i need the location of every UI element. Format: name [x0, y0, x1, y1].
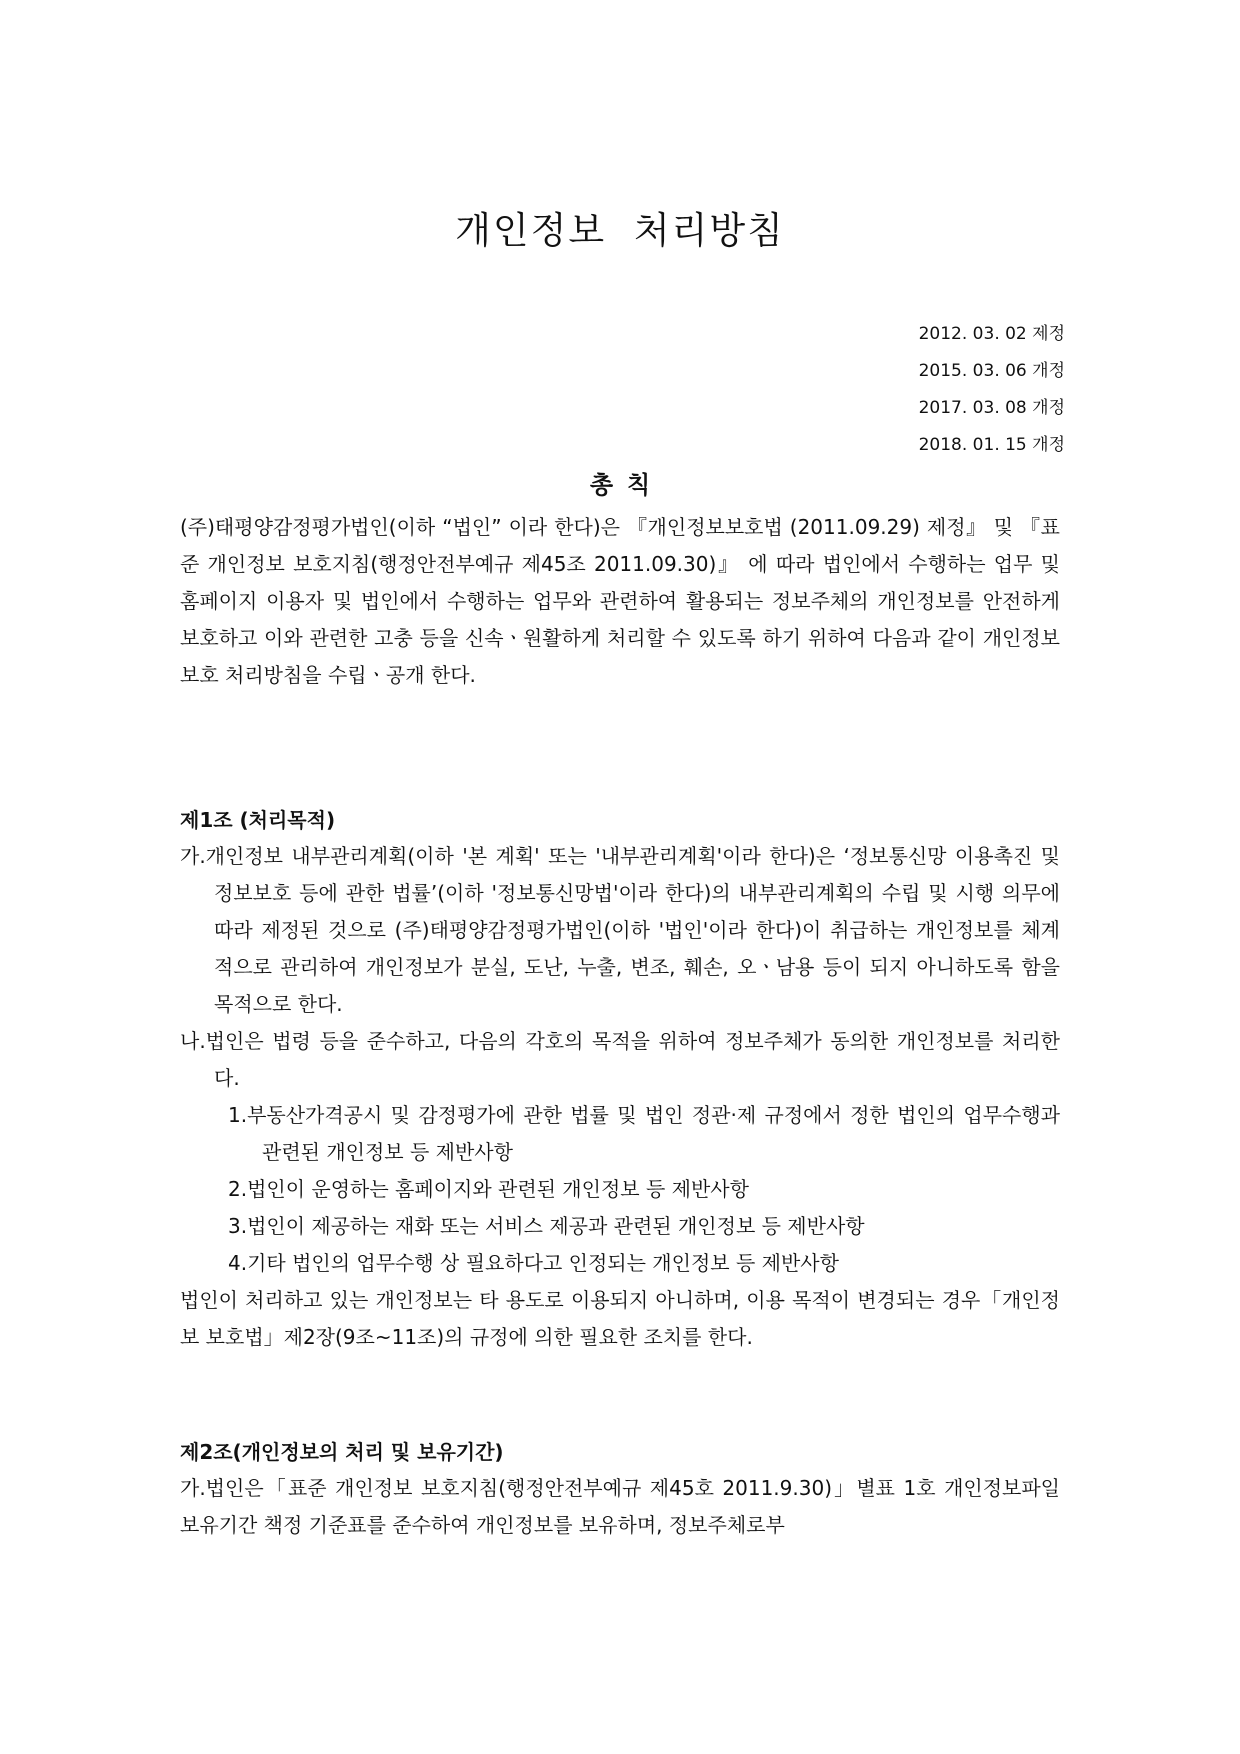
revision-entry: 2018. 01. 15 개정 — [918, 435, 1065, 455]
article-1-heading: 제1조 (처리목적) — [180, 808, 336, 832]
article-2-body — [180, 1470, 1060, 1544]
revision-entry: 2017. 03. 08 개정 — [918, 398, 1065, 418]
intro-paragraph: (주)태평양감정평가법인(이하 “법인” 이라 한다)은 『개인정보보호법 (2011.09.29) 제정』 및 『표준 개인정보 보호지침(행정안전부예규 제45조 2011.09.30)』 에 따라 법인에서 수행하는 업무 및 홈페이지 이용자 및 법인에서 수행하는 업무와 관련하여 활용되는 정보주체의 개인정보를 안전하게 보호하고 이와 관련한 고충 등을 신속ㆍ원활하게 처리할 수 있도록 하기 위하여 다음과 같이 개인정보보호 처리방침을 수립ㆍ공개 한다. — [180, 515, 1060, 687]
article-1-sub-item: 1.부동산가격공시 및 감정평가에 관한 법률 및 법인 정관·제 규정에서 정한 법인의 업무수행과 관련된 개인정보 등 제반사항 — [228, 1103, 1060, 1164]
article-2-item-ga: 가.법인은「표준 개인정보 보호지침(행정안전부예규 제45호 2011.9.30)」별표 1호 개인정보파일 보유기간 책정 기준표를 준수하여 개인정보를 보유하며, 정보주체로부 — [180, 1476, 1060, 1537]
article-1-sub-item: 3.법인이 제공하는 재화 또는 서비스 제공과 관련된 개인정보 등 제반사항 — [228, 1214, 865, 1238]
revision-history — [919, 316, 1065, 464]
article-1-body — [180, 838, 1060, 1356]
article-1-sub-item: 2.법인이 운영하는 홈페이지와 관련된 개인정보 등 제반사항 — [228, 1177, 749, 1201]
article-1-item-ga: 가.개인정보 내부관리계획(이하 '본 계획' 또는 '내부관리계획'이라 한다)은 ‘정보통신망 이용촉진 및 정보보호 등에 관한 법률’(이하 '정보통신망법'이라 한다)의 내부관리계획의 수립 및 시행 의무에 따라 제정된 것으로 (주)태평양감정평가법인(이하 '법인'이라 한다)이 취급하는 개인정보를 체계적으로 관리하여 개인정보가 분실, 도난, 누출, 변조, 훼손, 오ㆍ남용 등이 되지 아니하도록 함을 목적으로 한다. — [180, 844, 1060, 1016]
general-provisions-heading: 총칙 — [589, 471, 665, 499]
article-1-item-na: 나.법인은 법령 등을 준수하고, 다음의 각호의 목적을 위하여 정보주체가 동의한 개인정보를 처리한다. — [180, 1029, 1060, 1090]
document-title: 개인정보 처리방침 — [455, 209, 785, 252]
revision-entry: 2012. 03. 02 제정 — [918, 324, 1065, 344]
revision-entry: 2015. 03. 06 개정 — [918, 361, 1065, 381]
article-1-sub-item: 4.기타 법인의 업무수행 상 필요하다고 인정되는 개인정보 등 제반사항 — [228, 1251, 839, 1275]
article-2-heading: 제2조(개인정보의 처리 및 보유기간) — [180, 1440, 504, 1464]
article-1-closing: 법인이 처리하고 있는 개인정보는 타 용도로 이용되지 아니하며, 이용 목적이 변경되는 경우「개인정보 보호법」제2장(9조~11조)의 규정에 의한 필요한 조치를 한다. — [180, 1288, 1060, 1349]
